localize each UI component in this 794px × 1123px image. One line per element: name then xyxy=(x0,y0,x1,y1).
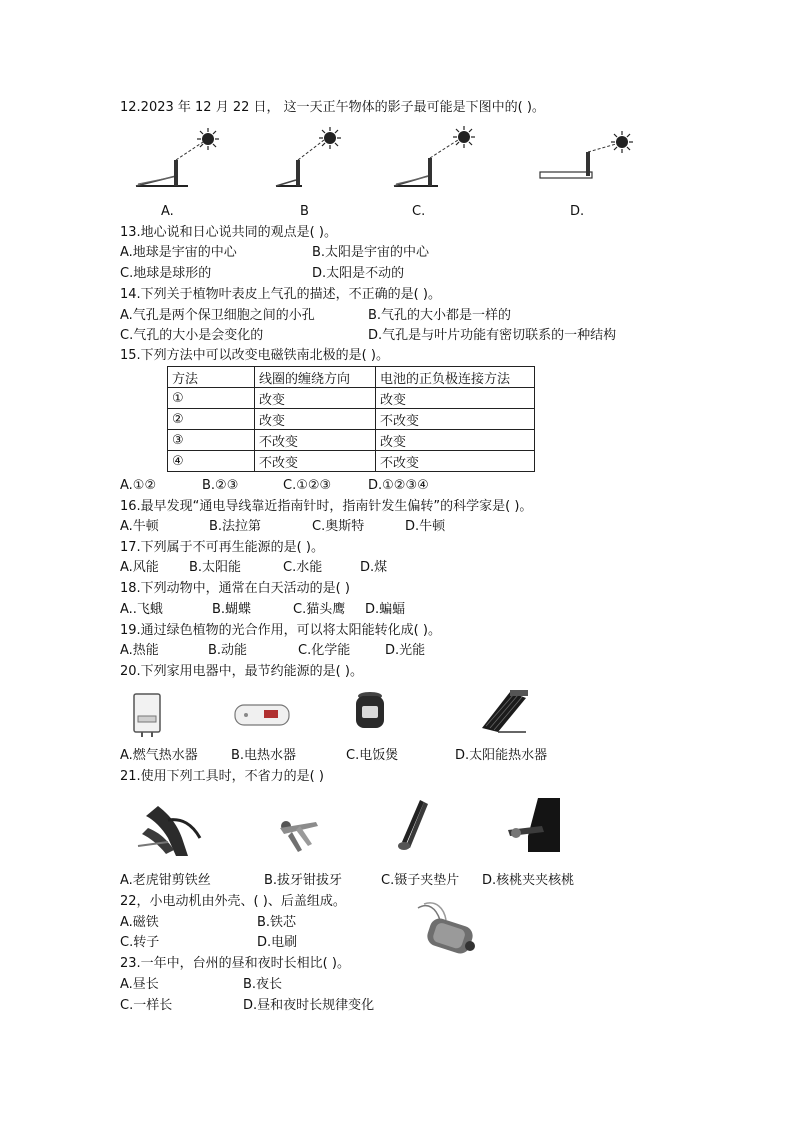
question-12-option-d[interactable]: D. xyxy=(570,204,585,219)
table-cell: 改变 xyxy=(255,388,376,409)
table-cell: 不改变 xyxy=(255,451,376,472)
question-20-option-b[interactable]: B.电热水器 xyxy=(231,748,297,763)
question-21-option-b[interactable]: B.拔牙钳拔牙 xyxy=(264,873,343,888)
pliers-cutting-wire-image xyxy=(128,798,208,862)
question-22-option-b[interactable]: B.铁芯 xyxy=(257,915,297,930)
question-15-stem: 15.下列方法中可以改变电磁铁南北极的是( )。 xyxy=(120,348,389,363)
question-16-option-d[interactable]: D.牛顿 xyxy=(405,519,446,534)
table-header-row xyxy=(168,367,535,388)
solar-water-heater-image xyxy=(474,688,530,734)
question-17-stem: 17.下列属于不可再生能源的是( )。 xyxy=(120,540,324,555)
question-16-stem: 16.最早发现“通电导线靠近指南针时，指南针发生偏转”的科学家是( )。 xyxy=(120,499,533,514)
table-row xyxy=(168,388,535,409)
question-14-option-b[interactable]: B.气孔的大小都是一样的 xyxy=(368,308,512,323)
question-13-option-c[interactable]: C.地球是球形的 xyxy=(120,266,212,281)
table-cell: 不改变 xyxy=(255,430,376,451)
question-16-option-a[interactable]: A.牛顿 xyxy=(120,519,159,534)
table-header-coil-direction: 线圈的缠绕方向 xyxy=(255,367,376,388)
question-12-option-c[interactable]: C. xyxy=(412,204,426,219)
table-row xyxy=(168,430,535,451)
shadow-figure-a xyxy=(128,124,228,194)
question-14-stem: 14.下列关于植物叶表皮上气孔的描述，不正确的是( )。 xyxy=(120,287,441,302)
question-19-option-b[interactable]: B.动能 xyxy=(208,643,248,658)
question-22-stem: 22，小电动机由外壳、( )、后盖组成。 xyxy=(120,894,346,909)
gas-water-heater-image xyxy=(128,690,168,738)
question-12-option-b[interactable]: B xyxy=(300,204,309,219)
question-12-option-a[interactable]: A. xyxy=(161,204,174,219)
question-17-option-b[interactable]: B.太阳能 xyxy=(189,560,242,575)
table-row xyxy=(168,451,535,472)
question-13-option-d[interactable]: D.太阳是不动的 xyxy=(312,266,405,281)
question-18-stem: 18.下列动物中，通常在白天活动的是( ) xyxy=(120,581,350,596)
electromagnet-methods-table xyxy=(167,366,535,472)
question-23-stem: 23.一年中，台州的昼和夜时长相比( )。 xyxy=(120,956,350,971)
question-22-option-c[interactable]: C.转子 xyxy=(120,935,160,950)
tweezers-image xyxy=(388,798,438,856)
question-20-option-d[interactable]: D.太阳能热水器 xyxy=(455,748,548,763)
question-22-option-a[interactable]: A.磁铁 xyxy=(120,915,159,930)
question-15-option-b[interactable]: B.②③ xyxy=(202,478,239,493)
question-18-option-b[interactable]: B.蝴蝶 xyxy=(212,602,252,617)
question-17-option-a[interactable]: A.风能 xyxy=(120,560,159,575)
question-21-stem: 21.使用下列工具时，不省力的是( ) xyxy=(120,769,324,784)
question-19-option-d[interactable]: D.光能 xyxy=(385,643,426,658)
table-cell: 改变 xyxy=(376,430,535,451)
question-13-option-b[interactable]: B.太阳是宇宙的中心 xyxy=(312,245,430,260)
question-18-option-a[interactable]: A..飞蛾 xyxy=(120,602,163,617)
question-15-option-a[interactable]: A.①② xyxy=(120,478,157,493)
question-20-stem: 20.下列家用电器中，最节约能源的是( )。 xyxy=(120,664,363,679)
question-23-option-b[interactable]: B.夜长 xyxy=(243,977,283,992)
nutcracker-image xyxy=(498,796,566,854)
electric-water-heater-image xyxy=(232,700,294,730)
question-13-option-a[interactable]: A.地球是宇宙的中心 xyxy=(120,245,237,260)
table-cell: ④ xyxy=(168,451,255,472)
question-14-option-c[interactable]: C.气孔的大小是会变化的 xyxy=(120,328,264,343)
table-cell: ① xyxy=(168,388,255,409)
table-cell: ② xyxy=(168,409,255,430)
table-cell: 不改变 xyxy=(376,451,535,472)
table-cell: ③ xyxy=(168,430,255,451)
question-23-option-d[interactable]: D.昼和夜时长规律变化 xyxy=(243,998,375,1013)
question-19-option-a[interactable]: A.热能 xyxy=(120,643,159,658)
shadow-figure-c xyxy=(388,124,488,194)
shadow-figure-d xyxy=(534,126,644,186)
table-row xyxy=(168,409,535,430)
question-16-option-c[interactable]: C.奥斯特 xyxy=(312,519,365,534)
question-13-stem: 13.地心说和日心说共同的观点是( )。 xyxy=(120,225,337,240)
question-19-stem: 19.通过绿色植物的光合作用，可以将太阳能转化成( )。 xyxy=(120,623,441,638)
question-22-option-d[interactable]: D.电刷 xyxy=(257,935,298,950)
table-header-method: 方法 xyxy=(168,367,255,388)
question-14-option-d[interactable]: D.气孔是与叶片功能有密切联系的一种结构 xyxy=(368,328,617,343)
question-14-option-a[interactable]: A.气孔是两个保卫细胞之间的小孔 xyxy=(120,308,315,323)
question-18-option-c[interactable]: C.猫头鹰 xyxy=(293,602,346,617)
question-15-option-c[interactable]: C.①②③ xyxy=(283,478,332,493)
question-23-option-c[interactable]: C.一样长 xyxy=(120,998,173,1013)
question-15-option-d[interactable]: D.①②③④ xyxy=(368,478,429,493)
question-21-option-c[interactable]: C.镊子夹垫片 xyxy=(381,873,460,888)
question-21-option-d[interactable]: D.核桃夹夹核桃 xyxy=(482,873,575,888)
question-12-stem: 12.2023 年 12 月 22 日， 这一天正午物体的影子最可能是下图中的( )。 xyxy=(120,100,545,115)
question-20-option-c[interactable]: C.电饭煲 xyxy=(346,748,399,763)
small-motor-image xyxy=(410,898,482,966)
tooth-extraction-forceps-image xyxy=(272,806,328,856)
rice-cooker-image xyxy=(350,688,390,734)
question-21-option-a[interactable]: A.老虎钳剪铁丝 xyxy=(120,873,211,888)
question-17-option-c[interactable]: C.水能 xyxy=(283,560,323,575)
question-16-option-b[interactable]: B.法拉第 xyxy=(209,519,262,534)
question-17-option-d[interactable]: D.煤 xyxy=(360,560,388,575)
shadow-figure-b xyxy=(272,126,352,194)
table-cell: 改变 xyxy=(376,388,535,409)
table-header-battery-polarity: 电池的正负极连接方法 xyxy=(376,367,535,388)
question-20-option-a[interactable]: A.燃气热水器 xyxy=(120,748,198,763)
question-19-option-c[interactable]: C.化学能 xyxy=(298,643,351,658)
table-cell: 不改变 xyxy=(376,409,535,430)
question-18-option-d[interactable]: D.蝙蝠 xyxy=(365,602,406,617)
table-cell: 改变 xyxy=(255,409,376,430)
question-23-option-a[interactable]: A.昼长 xyxy=(120,977,159,992)
